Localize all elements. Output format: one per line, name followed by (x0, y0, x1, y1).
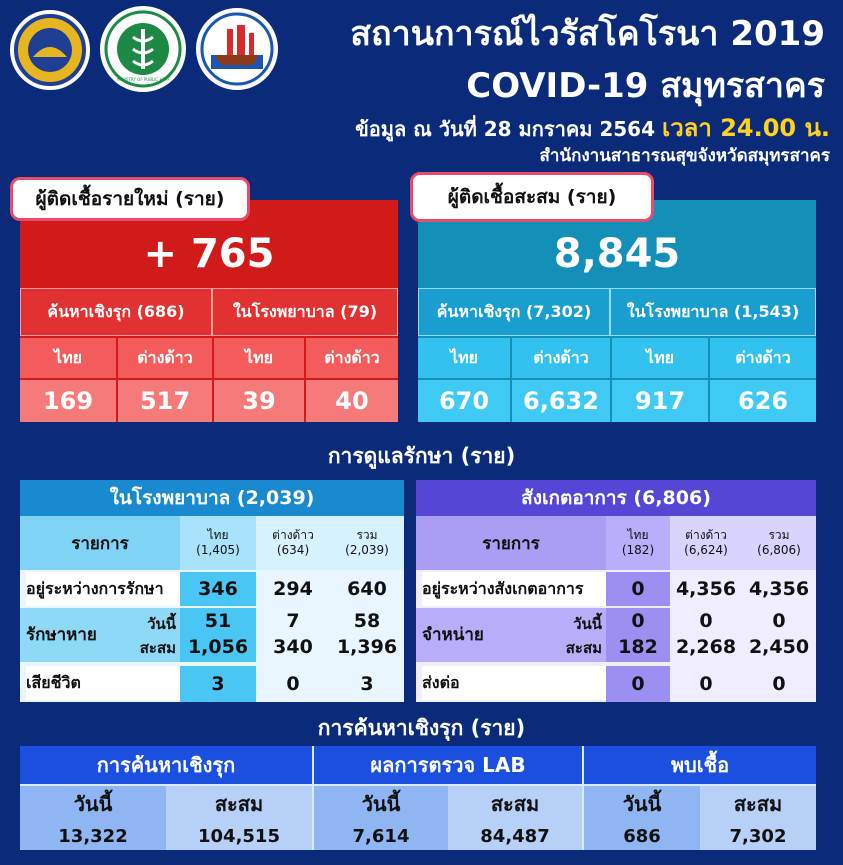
observe-discharge-cum-total: 2,450 (748, 636, 810, 658)
search-group-3-cum-label: สะสม (700, 786, 816, 822)
new-h-foreign-label: ต่างด้าว (306, 338, 398, 378)
observe-referred-thai: 0 (606, 666, 670, 702)
hospital-deceased-thai: 3 (180, 666, 256, 702)
hospital-col-foreign: ต่างด้าว (634) (256, 516, 330, 570)
new-active-search-header: ค้นหาเชิงรุก (686) (20, 288, 212, 336)
search-section-title: การค้นหาเชิงรุก (ราย) (317, 715, 526, 740)
observe-observing-foreign: 4,356 (675, 578, 737, 600)
search-group-3-today-value: 686 (584, 822, 700, 850)
search-group-1-today-value: 13,322 (20, 822, 166, 850)
observe-observing-thai: 0 (606, 572, 670, 606)
ministry-public-health-logo (100, 6, 186, 92)
observe-col-thai: ไทย (182) (606, 516, 670, 570)
new-cases-total: + 765 (143, 231, 275, 277)
observe-col-total: รวม (6,806) (742, 516, 816, 570)
new-as-foreign-label: ต่างด้าว (118, 338, 212, 378)
search-group-2-today-value: 7,614 (314, 822, 448, 850)
observe-col-item: รายการ (416, 516, 606, 570)
search-group-2-cum-value: 84,487 (448, 822, 582, 850)
hospital-recovered-today-foreign: 7 (286, 610, 300, 632)
hospital-recovered-today-label: วันนี้ (147, 615, 176, 633)
observe-row-discharge-label: จำหน่าย (422, 625, 484, 645)
page-title: สถานการณ์ไวรัสโคโรนา 2019 (350, 14, 825, 54)
observe-discharge-cum-foreign: 2,268 (675, 636, 737, 658)
observe-col-foreign: ต่างด้าว (6,624) (670, 516, 742, 570)
search-group-2-title: ผลการตรวจ LAB (314, 746, 582, 784)
ministry-caption: MINISTRY OF PUBLIC HEALTH (117, 77, 175, 82)
search-group-1-cum-value: 104,515 (166, 822, 312, 850)
observe-row-referred-label: ส่งต่อ (422, 666, 606, 700)
new-as-foreign-value: 517 (118, 380, 212, 422)
hospital-treating-foreign: 294 (273, 578, 313, 600)
hospital-treating-thai: 346 (180, 572, 256, 606)
date-text: ข้อมูล ณ วันที่ 28 มกราคม 2564 (355, 117, 656, 141)
seal-icon (13, 13, 87, 87)
cum-h-foreign-label: ต่างด้าว (710, 338, 816, 378)
observe-referred-total: 0 (772, 673, 786, 695)
new-h-foreign-value: 40 (306, 380, 398, 422)
search-group-2-today-label: วันนี้ (314, 786, 448, 822)
cumulative-label: ผู้ติดเชื้อสะสม (ราย) (410, 172, 654, 222)
cum-hospital-header: ในโรงพยาบาล (1,543) (610, 288, 816, 336)
time-text: เวลา 24.00 น. (661, 114, 830, 142)
page-subtitle: COVID-19 สมุทรสาคร (466, 66, 825, 106)
search-group-1-title: การค้นหาเชิงรุก (20, 746, 312, 784)
hospital-row-deceased-label: เสียชีวิต (26, 666, 180, 700)
new-cases-label: ผู้ติดเชื้อรายใหม่ (ราย) (10, 177, 250, 221)
cum-as-thai-value: 670 (418, 380, 510, 422)
search-group-1-today-label: วันนี้ (20, 786, 166, 822)
observe-discharge-today-thai: 0 (631, 610, 645, 632)
observe-referred-foreign: 0 (699, 673, 713, 695)
cum-h-foreign-value: 626 (710, 380, 816, 422)
observe-discharge-today-total: 0 (772, 610, 786, 632)
observe-row-observing-label: อยู่ระหว่างสังเกตอาการ (422, 572, 606, 606)
cum-h-thai-value: 917 (612, 380, 708, 422)
new-hospital-header: ในโรงพยาบาล (79) (212, 288, 398, 336)
cum-as-foreign-label: ต่างด้าว (512, 338, 610, 378)
hospital-col-total: รวม (2,039) (330, 516, 404, 570)
provincial-seal-logo (10, 10, 90, 90)
new-h-thai-value: 39 (214, 380, 304, 422)
search-group-2-cum-label: สะสม (448, 786, 582, 822)
search-group-3-title: พบเชื้อ (584, 746, 816, 784)
hospital-row-recovered-label: รักษาหาย (26, 625, 97, 645)
cum-h-thai-label: ไทย (612, 338, 708, 378)
cum-as-thai-label: ไทย (418, 338, 510, 378)
observe-care-title: สังเกตอาการ (6,806) (416, 480, 816, 516)
junk-ship-icon (199, 11, 275, 87)
hospital-recovered-cum-total: 1,396 (336, 636, 398, 658)
hospital-row-treating-label: อยู่ระหว่างการรักษา (26, 572, 180, 606)
hospital-deceased-foreign: 0 (286, 673, 300, 695)
observe-discharge-cum-thai: 182 (618, 636, 658, 658)
observe-discharge-today-foreign: 0 (699, 610, 713, 632)
observe-discharge-cum-label: สะสม (565, 639, 602, 657)
cum-active-search-header: ค้นหาเชิงรุก (7,302) (418, 288, 610, 336)
new-h-thai-label: ไทย (214, 338, 304, 378)
search-group-3-cum-value: 7,302 (700, 822, 816, 850)
hospital-recovered-cum-foreign: 340 (273, 636, 313, 658)
observe-observing-total: 4,356 (748, 578, 810, 600)
cumulative-total: 8,845 (553, 231, 681, 277)
hospital-recovered-cum-thai: 1,056 (187, 636, 249, 658)
new-as-thai-value: 169 (20, 380, 116, 422)
search-group-1-cum-label: สะสม (166, 786, 312, 822)
hospital-recovered-cum-label: สะสม (139, 639, 176, 657)
office-name: สำนักงานสาธารณสุขจังหวัดสมุทรสาคร (539, 146, 830, 166)
hospital-col-thai: ไทย (1,405) (180, 516, 256, 570)
hospital-recovered-today-thai: 51 (204, 610, 232, 632)
hospital-col-item: รายการ (20, 516, 180, 570)
new-as-thai-label: ไทย (20, 338, 116, 378)
hospital-deceased-total: 3 (360, 673, 374, 695)
samut-sakhon-logo (196, 8, 278, 90)
cum-as-foreign-value: 6,632 (512, 380, 610, 422)
care-section-title: การดูแลรักษา (ราย) (327, 443, 516, 468)
search-group-3-today-label: วันนี้ (584, 786, 700, 822)
observe-discharge-today-label: วันนี้ (573, 615, 602, 633)
hospital-treating-total: 640 (347, 578, 387, 600)
hospital-care-title: ในโรงพยาบาล (2,039) (20, 480, 404, 516)
hospital-recovered-today-total: 58 (353, 610, 381, 632)
